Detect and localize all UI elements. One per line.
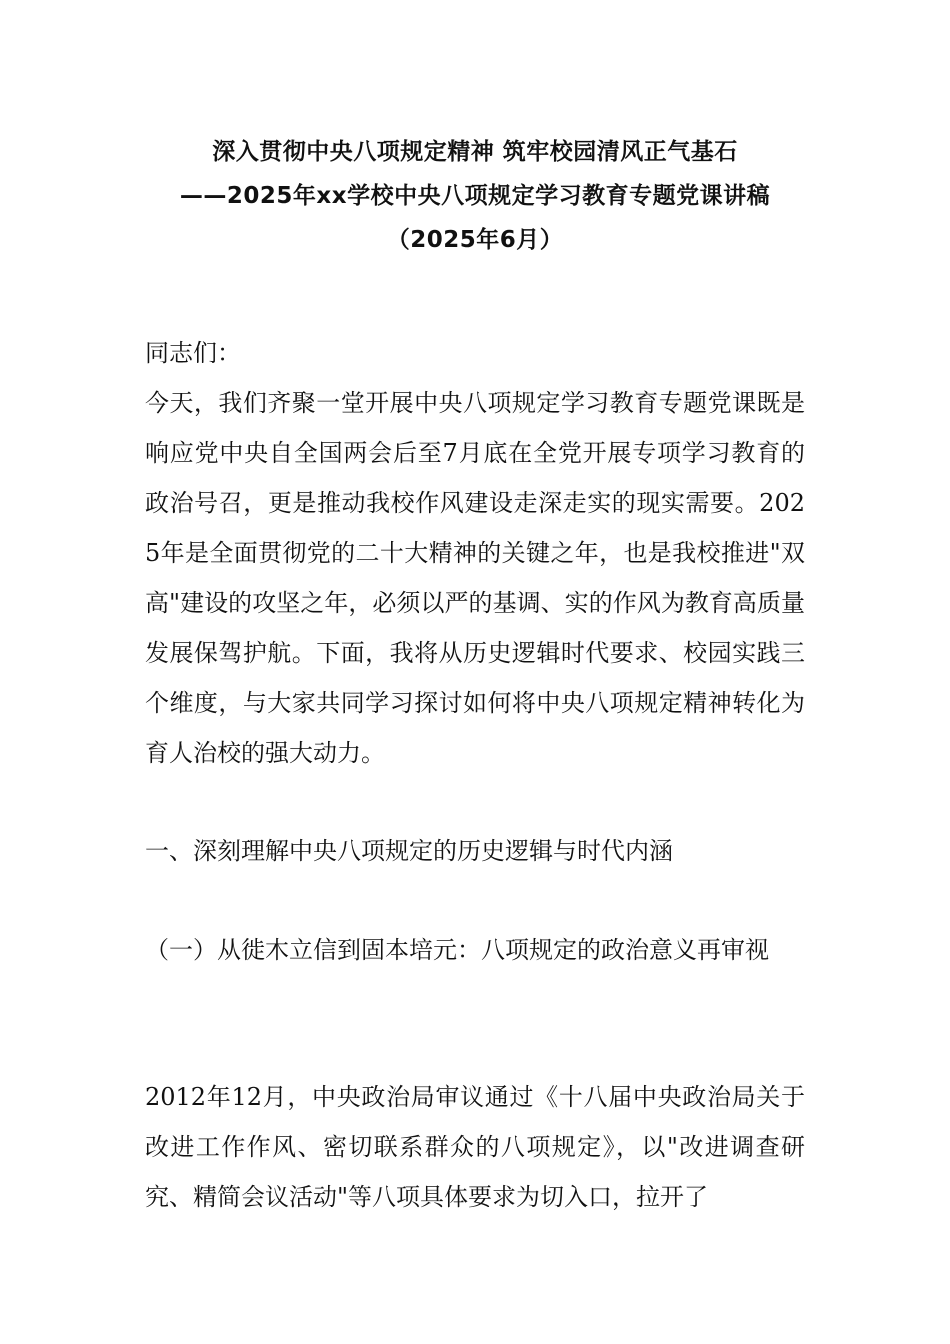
title-main: 深入贯彻中央八项规定精神 筑牢校园清风正气基石 [212, 139, 738, 165]
intro-paragraph-text: 今天，我们齐聚一堂开展中央八项规定学习教育专题党课既是响应党中央自全国两会后至7月底在全党开展专项学习教育的政治号召，更是推动我校作风建设走深走实的现实需要。2025年是全面贯彻党的二十大精神的关键之年，也是我校推进"双高"建设的攻坚之年，必须以严的基调、实的作风为教育高质量发展保驾护航。下面，我将从历史逻辑时代要求、校园实践三个维度，与大家共同学习探讨如何将中央八项规定精神转化为育人治校的强大动力。 [145, 389, 805, 767]
section-heading-text: 一、深刻理解中央八项规定的历史逻辑与时代内涵 [145, 837, 673, 865]
intro-paragraph [145, 378, 805, 778]
title-date: （2025年6月） [386, 227, 564, 253]
subsection-heading-text: （一）从徙木立信到固本培元：八项规定的政治意义再审视 [145, 936, 769, 964]
body-paragraph [145, 1072, 805, 1222]
title-subtitle: ——2025年xx学校中央八项规定学习教育专题党课讲稿 [179, 183, 771, 209]
section-heading [145, 826, 805, 876]
document-title [100, 130, 850, 262]
subsection-heading [145, 925, 805, 975]
salutation [145, 328, 805, 378]
body-paragraph-text: 2012年12月，中央政治局审议通过《十八届中央政治局关于改进工作作风、密切联系群众的八项规定》，以"改进调查研究、精简会议活动"等八项具体要求为切入口，拉开了 [145, 1083, 805, 1211]
salutation-text: 同志们： [145, 339, 241, 367]
